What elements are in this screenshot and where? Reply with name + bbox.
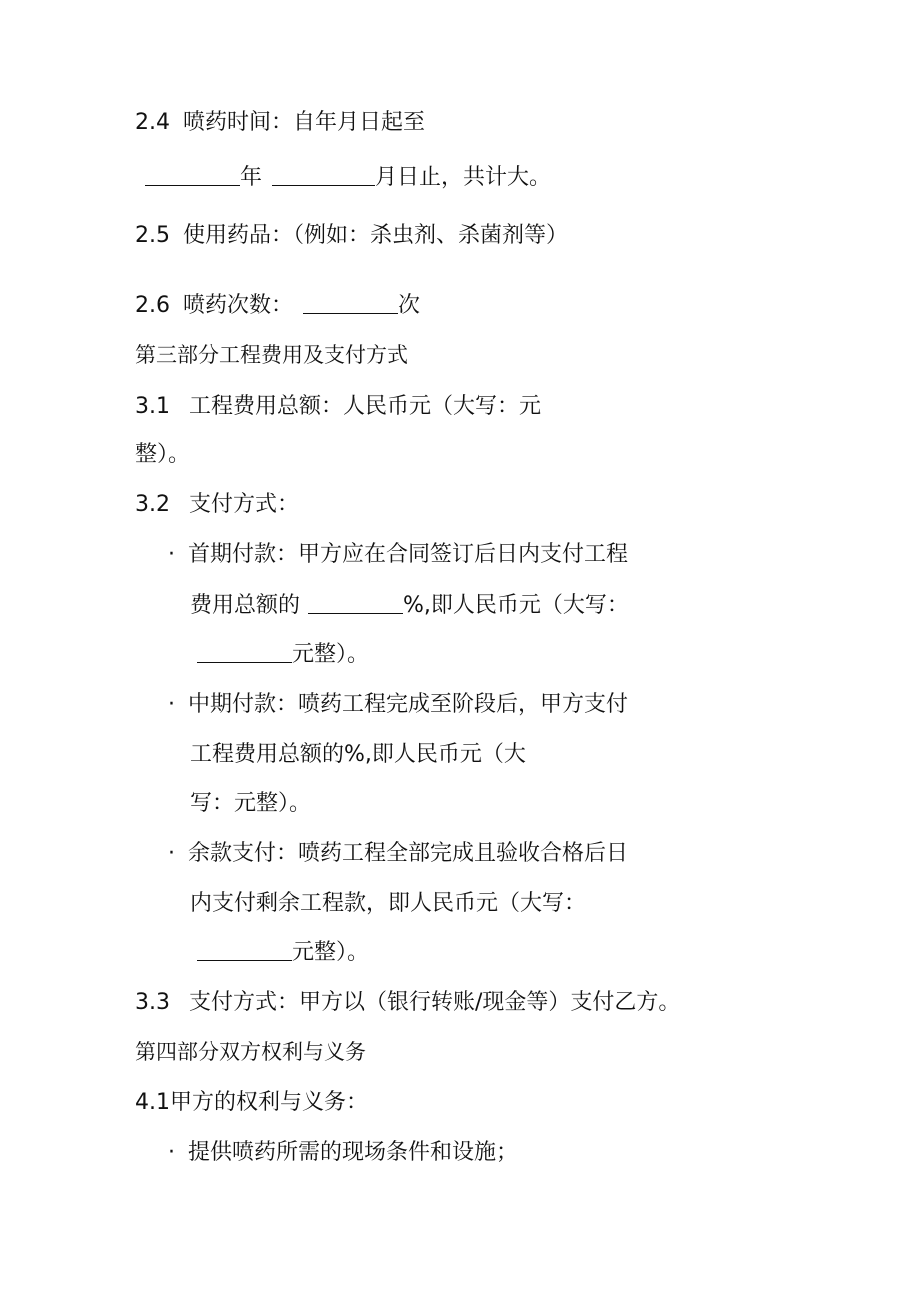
clause-2-4-continued xyxy=(145,165,551,191)
duty-item-1 xyxy=(168,1140,518,1166)
clause-text: 次 xyxy=(398,293,421,318)
list-item-text: 首期付款：甲方应在合同签订后日内支付工程 xyxy=(188,542,629,567)
blank-field xyxy=(197,642,292,663)
clause-text: 年 xyxy=(240,165,263,190)
bullet-icon: · xyxy=(168,542,175,567)
bullet-icon: · xyxy=(168,1140,175,1165)
clause-text: 甲方的权利与义务： xyxy=(170,1090,369,1115)
blank-field xyxy=(272,165,375,186)
clause-number: 3.3 xyxy=(135,990,170,1015)
payment-item-2-line-3: 写：元整）。 xyxy=(190,791,312,816)
payment-item-1 xyxy=(168,542,628,568)
clause-3-1 xyxy=(135,394,541,420)
clause-number: 2.6 xyxy=(135,293,170,318)
section-heading-part-4: 第四部分双方权利与义务 xyxy=(135,1040,366,1064)
list-item-text: %,即人民币元（大写： xyxy=(403,593,629,618)
clause-2-4 xyxy=(135,110,425,136)
clause-text: 工程费用总额：人民币元（大写：元 xyxy=(189,394,542,419)
list-item-text: 元整）。 xyxy=(292,642,370,667)
payment-item-1-line-3 xyxy=(197,642,369,668)
payment-item-3-line-3 xyxy=(197,940,369,966)
list-item-text: 元整）。 xyxy=(292,940,370,965)
payment-item-1-line-2 xyxy=(190,593,629,619)
blank-field xyxy=(197,940,292,961)
payment-item-2-line-2: 工程费用总额的%,即人民币元（大 xyxy=(190,742,526,767)
clause-text: 月日止，共计大。 xyxy=(375,165,552,190)
clause-text: 支付方式：甲方以（银行转账/现金等）支付乙方。 xyxy=(189,990,681,1015)
list-item-text: 提供喷药所需的现场条件和设施； xyxy=(188,1140,519,1165)
list-item-text: 中期付款：喷药工程完成至阶段后，甲方支付 xyxy=(188,692,629,717)
clause-2-6 xyxy=(135,293,420,319)
list-item-text: 费用总额的 xyxy=(190,593,301,618)
clause-text: 使用药品：（例如：杀虫剂、杀菌剂等） xyxy=(183,223,569,248)
blank-field xyxy=(145,165,240,186)
clause-3-2 xyxy=(135,492,299,518)
clause-number: 4.1 xyxy=(135,1090,170,1115)
clause-number: 2.4 xyxy=(135,110,170,135)
clause-text: 支付方式： xyxy=(189,492,300,517)
clause-text: 喷药次数： xyxy=(183,293,294,318)
clause-text: 喷药时间：自年月日起至 xyxy=(183,110,426,135)
list-item-text: 余款支付：喷药工程全部完成且验收合格后日 xyxy=(188,841,629,866)
bullet-icon: · xyxy=(168,841,175,866)
payment-item-3 xyxy=(168,841,628,867)
clause-2-5 xyxy=(135,223,568,249)
payment-item-3-line-2: 内支付剩余工程款，即人民币元（大写： xyxy=(190,891,587,916)
section-heading-part-3: 第三部分工程费用及支付方式 xyxy=(135,343,408,367)
clause-3-1-continued: 整）。 xyxy=(135,442,191,467)
blank-field xyxy=(303,293,398,314)
bullet-icon: · xyxy=(168,692,175,717)
payment-item-2 xyxy=(168,692,628,718)
clause-number: 2.5 xyxy=(135,223,170,248)
clause-3-3 xyxy=(135,990,680,1016)
blank-field xyxy=(308,593,403,614)
clause-number: 3.2 xyxy=(135,492,170,517)
clause-4-1 xyxy=(135,1090,368,1116)
clause-number: 3.1 xyxy=(135,394,170,419)
